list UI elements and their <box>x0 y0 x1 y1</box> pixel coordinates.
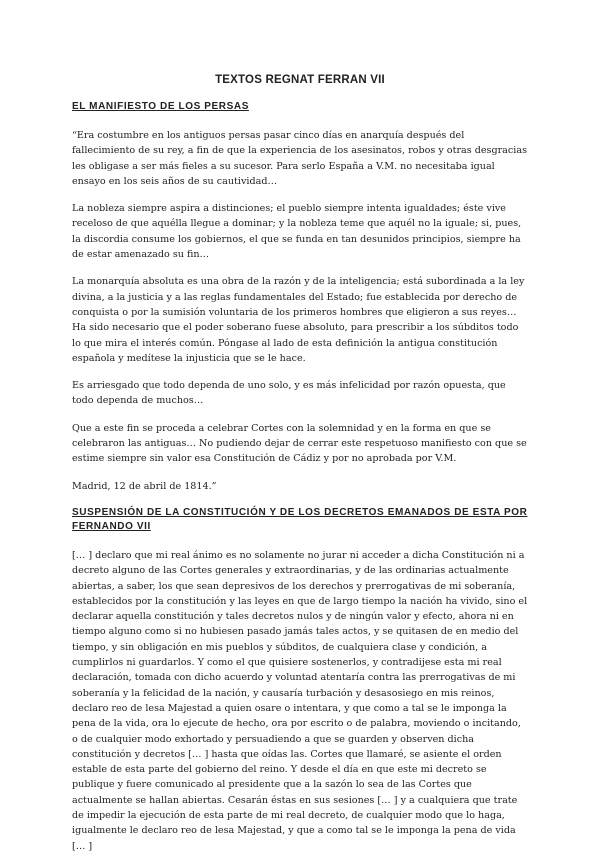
paragraph: La monarquía absoluta es una obra de la razón y de la inteligencia; está subordinada a la ley divina, a la justicia y a las reglas fundamentales del Estado; fue establecida por derecho de conquista o por la sumisión voluntaria de los primeros hombres que eligieron a sus reyes… Ha sido necesario que el poder soberano fuese absoluto, para prescribir a los súbditos todo lo que mira el interés común. Póngase al lado de esta definición la antigua constitución española y medítese la injusticia que se le hace. <box>72 276 525 364</box>
paragraph: [… ] declaro que mi real ánimo es no solamente no jurar ni acceder a dicha Constitución ni a decreto alguno de las Cortes generales y extraordinarias, y de las ordinarias actualmente abiertas, a saber, los que sean depresivos de los derechos y prerrogativas de mi soberanía, establecidos por la constitución y las leyes en que de largo tiempo la nación ha vivido, sino el declarar aquella constitución y tales decretos nulos y de ningún valor y efecto, ahora ni en tiempo alguno como si no hubiesen pasado jamás tales actos, y se quitasen de en medio del tiempo, y sin obligación en mis pueblos y súbditos, de cualquiera clase y condición, a cumplirlos ni guardarlos. Y como el que quisiere sostenerlos, y contradijese esta mi real declaración, tomada con dicho acuerdo y voluntad atentaría contra las prerrogativas de mi soberanía y la felicidad de la nación, y causaría turbación y desasosiego en mis reinos, declaro reo de lesa Majestad a quien osare o intentara, y que como a tal se le imponga la pena de la vida, ora lo ejecute de hecho, ora por escrito o de palabra, moviendo o incitando, o de cualquier modo exhortado y persuadiendo a que se guarden y observen dicha constitución y decretos [… ] hasta que oídas las. Cortes que llamaré, se asiente el orden estable de esta parte del gobierno del reino. Y desde el día en que este mi decreto se publique y fuere comunicado al presidente que a la sazón lo sea de las Cortes que actualmente se hallan abiertas. Cesarán éstas en sus sesiones [… ] y a cualquiera que trate de impedir la ejecución de esta parte de mi real decreto, de cualquier modo que lo haga, igualmente le declaro reo de lesa Majestad, y que a como tal se le imponga la pena de vida [… ] <box>72 549 528 852</box>
date-line: Madrid, 12 de abril de 1814.” <box>72 480 217 492</box>
paragraph: Que a este fin se proceda a celebrar Cortes con la solemnidad y en la forma en que se celebraron las antiguas… No pudiendo dejar de cerrar este respetuoso manifiesto con que se estime siempre sin valor esa Constitución de Cádiz y por no aprobada por V.M. <box>72 422 527 465</box>
paragraph: La nobleza siempre aspira a distinciones; el pueblo siempre intenta igualdades; éste vive receloso de que aquélla llegue a dominar; y la nobleza teme que aquél no la iguale; si, pues, la discordia consume los gobiernos, el que se funda en tan desunidos principios, siempre ha de estar amenazado su fin… <box>72 203 522 261</box>
section-heading-manifiesto: EL MANIFIESTO DE LOS PERSAS <box>72 101 249 112</box>
paragraph: “Era costumbre en los antiguos persas pasar cinco días en anarquía después del fallecimiento de su rey, a fin de que la experiencia de los asesinatos, robos y otras desgracias les obligase a ser más fieles a su sucesor. Para serlo España a V.M. no necesitaba igual ensayo en los seis años de su cautividad… <box>72 130 527 187</box>
section-heading-suspension: SUSPENSIÓN DE LA CONSTITUCIÓN Y DE LOS DECRETOS EMANADOS DE ESTA POR FERNANDO VII <box>72 506 528 532</box>
document-title: TEXTOS REGNAT FERRAN VII <box>215 74 385 86</box>
paragraph: Es arriesgado que todo dependa de uno solo, y es más infelicidad por razón opuesta, que todo dependa de muchos… <box>72 380 506 407</box>
